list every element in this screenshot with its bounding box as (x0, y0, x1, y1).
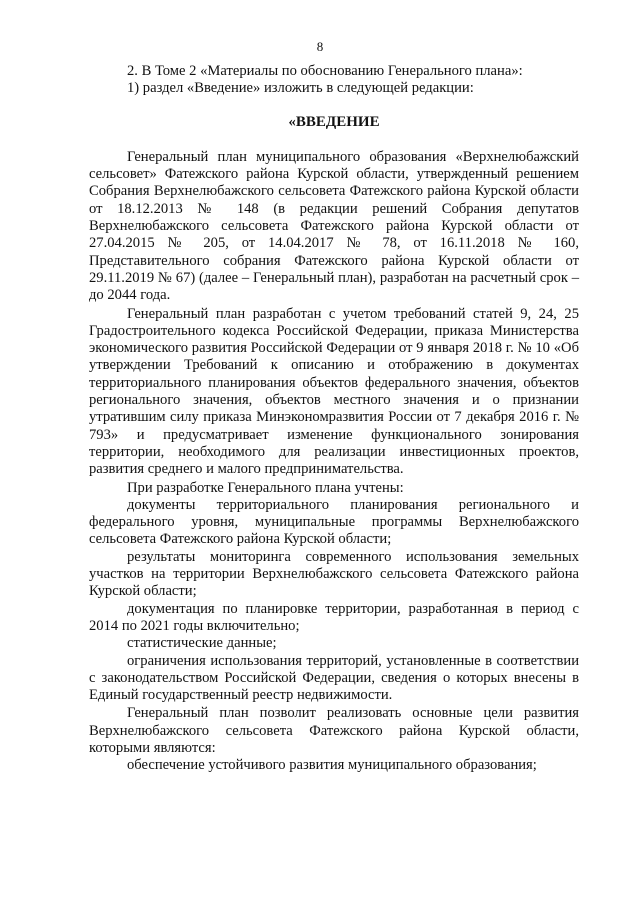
paragraph: Генеральный план разработан с учетом требований статей 9, 24, 25 Градостроительного кодекса Российской Федерации, приказа Министерства экономического развития Российской Федерации от 9 января 2018 г. № 10 «Об утверждении Требований к описанию и отображению в документах территориального планирования объектов федерального значения, объектов регионального значения, объектов местного значения и о признании утратившим силу приказа Минэкономразвития России от 7 декабря 2016 г. № 793» и предусматривает изменение функционального зонирования территории, необходимого для реализации инвестиционных проектов, развития среднего и малого предпринимательства. (89, 305, 579, 478)
list-item: результаты мониторинга современного использования земельных участков на территории Верхнелюбажского сельсовета Фатежского района Курской области; (89, 548, 579, 600)
section-heading: «ВВЕДЕНИЕ (288, 113, 380, 130)
list-item: обеспечение устойчивого развития муниципального образования; (127, 757, 537, 774)
list-item: статистические данные; (127, 635, 277, 652)
document-body (89, 63, 579, 775)
intro-line: 2. В Томе 2 «Материалы по обоснованию Генерального плана»: (127, 63, 523, 79)
paragraph: Генеральный план муниципального образования «Верхнелюбажский сельсовет» Фатежского района Курской области, утвержденный решением Собрания Верхнелюбажского сельсовета Фатежского района Курской области от 18.12.2013 № 148 (в редакции решений Собрания депутатов Верхнелюбажского сельсовета Фатежского района Курской области от 27.04.2015 № 205, от 14.04.2017 № 78, от 16.11.2018 № 160, Представительного собрания Фатежского района Курской области от 29.11.2019 № 67) (далее – Генеральный план), разработан на расчетный срок – до 2044 года. (89, 148, 579, 304)
paragraph: При разработке Генерального плана учтены: (127, 479, 404, 496)
intro-line: 1) раздел «Введение» изложить в следующей редакции: (127, 80, 474, 97)
list-item: ограничения использования территорий, установленные в соответствии с законодательством Российской Федерации, сведения о которых внесены в Единый государственный реестр недвижимости. (89, 652, 579, 704)
page-number: 8 (316, 39, 324, 54)
paragraph: Генеральный план позволит реализовать основные цели развития Верхнелюбажского сельсовета Фатежского района Курской области, которыми являются: (89, 705, 579, 756)
list-item: документация по планировке территории, разработанная в период с 2014 по 2021 годы включительно; (89, 600, 579, 634)
list-item: документы территориального планирования регионального и федерального уровня, муниципальные программы Верхнелюбажского сельсовета Фатежского района Курской области; (89, 496, 579, 548)
